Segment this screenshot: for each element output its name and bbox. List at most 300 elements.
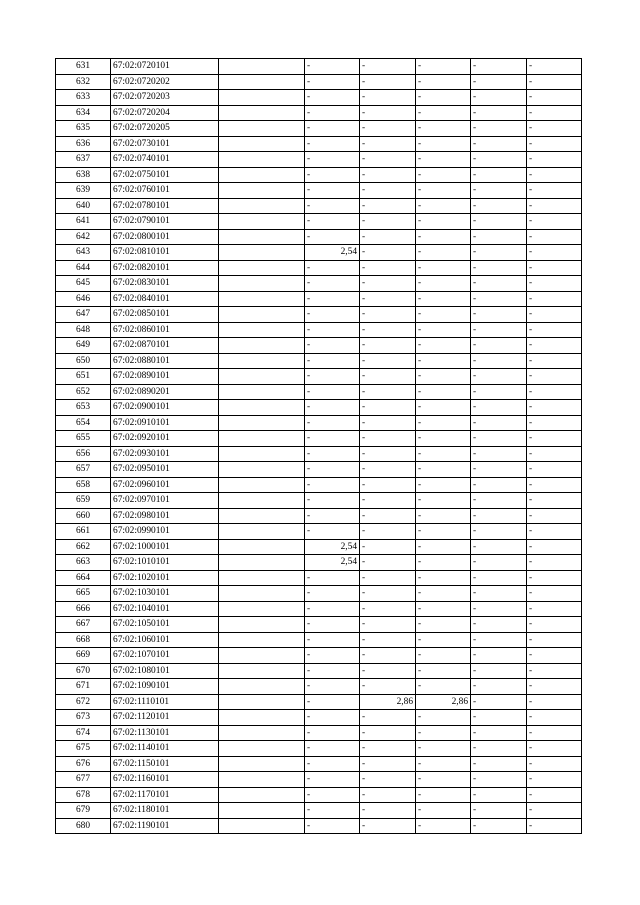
cadastral-code-cell: 67:02:0880101 — [111, 353, 219, 369]
value-cell-3: - — [416, 446, 471, 462]
cadastral-code-cell: 67:02:1070101 — [111, 648, 219, 664]
row-number-cell: 642 — [56, 229, 111, 245]
value-cell-5: - — [527, 152, 582, 168]
row-number-cell: 646 — [56, 291, 111, 307]
cadastral-code-cell: 67:02:1050101 — [111, 617, 219, 633]
name-cell — [219, 787, 305, 803]
cadastral-code-cell: 67:02:1120101 — [111, 710, 219, 726]
table-row — [56, 260, 582, 276]
cadastral-code-cell: 67:02:1130101 — [111, 725, 219, 741]
table-row — [56, 539, 582, 555]
name-cell — [219, 307, 305, 323]
value-cell-3: - — [416, 152, 471, 168]
value-cell-2: - — [360, 617, 416, 633]
value-cell-1: - — [305, 787, 360, 803]
value-cell-1: - — [305, 415, 360, 431]
value-cell-1: - — [305, 431, 360, 447]
value-cell-5: - — [527, 384, 582, 400]
value-cell-2: - — [360, 632, 416, 648]
value-cell-1: - — [305, 276, 360, 292]
value-cell-5: - — [527, 415, 582, 431]
value-cell-3: - — [416, 229, 471, 245]
table-row — [56, 555, 582, 571]
value-cell-2: - — [360, 601, 416, 617]
table-row — [56, 772, 582, 788]
value-cell-3: - — [416, 136, 471, 152]
value-cell-2: - — [360, 570, 416, 586]
name-cell — [219, 756, 305, 772]
value-cell-1: - — [305, 167, 360, 183]
value-cell-3: - — [416, 570, 471, 586]
cadastral-code-cell: 67:02:0720101 — [111, 59, 219, 75]
value-cell-1: - — [305, 524, 360, 540]
row-number-cell: 648 — [56, 322, 111, 338]
table-row — [56, 663, 582, 679]
table-row — [56, 338, 582, 354]
value-cell-4: - — [471, 105, 527, 121]
value-cell-1: - — [305, 105, 360, 121]
value-cell-4: - — [471, 90, 527, 106]
name-cell — [219, 462, 305, 478]
value-cell-3: - — [416, 663, 471, 679]
table-row — [56, 741, 582, 757]
value-cell-3: - — [416, 260, 471, 276]
value-cell-2: - — [360, 524, 416, 540]
value-cell-1: - — [305, 214, 360, 230]
row-number-cell: 651 — [56, 369, 111, 385]
value-cell-5: - — [527, 756, 582, 772]
value-cell-4: - — [471, 431, 527, 447]
value-cell-3: - — [416, 183, 471, 199]
value-cell-2: - — [360, 446, 416, 462]
value-cell-1: - — [305, 338, 360, 354]
value-cell-5: - — [527, 59, 582, 75]
table-row — [56, 229, 582, 245]
value-cell-3: - — [416, 679, 471, 695]
row-number-cell: 673 — [56, 710, 111, 726]
cadastral-code-cell: 67:02:0720205 — [111, 121, 219, 137]
table-row — [56, 679, 582, 695]
table-row — [56, 493, 582, 509]
value-cell-1: - — [305, 477, 360, 493]
name-cell — [219, 818, 305, 834]
value-cell-3: - — [416, 818, 471, 834]
value-cell-4: - — [471, 601, 527, 617]
table-row — [56, 415, 582, 431]
row-number-cell: 667 — [56, 617, 111, 633]
value-cell-3: - — [416, 105, 471, 121]
value-cell-2: - — [360, 663, 416, 679]
value-cell-4: - — [471, 756, 527, 772]
name-cell — [219, 400, 305, 416]
value-cell-2: - — [360, 105, 416, 121]
value-cell-5: - — [527, 586, 582, 602]
table-row — [56, 524, 582, 540]
name-cell — [219, 446, 305, 462]
value-cell-5: - — [527, 570, 582, 586]
row-number-cell: 661 — [56, 524, 111, 540]
value-cell-3: - — [416, 524, 471, 540]
value-cell-3: - — [416, 322, 471, 338]
cadastral-code-cell: 67:02:1110101 — [111, 694, 219, 710]
cadastral-code-cell: 67:02:0890201 — [111, 384, 219, 400]
value-cell-2: - — [360, 679, 416, 695]
value-cell-3: - — [416, 431, 471, 447]
value-cell-2: - — [360, 229, 416, 245]
table-row — [56, 353, 582, 369]
value-cell-5: - — [527, 214, 582, 230]
value-cell-4: - — [471, 260, 527, 276]
value-cell-2: - — [360, 307, 416, 323]
table-row — [56, 369, 582, 385]
name-cell — [219, 152, 305, 168]
value-cell-4: - — [471, 462, 527, 478]
row-number-cell: 637 — [56, 152, 111, 168]
cadastral-code-cell: 67:02:0910101 — [111, 415, 219, 431]
row-number-cell: 665 — [56, 586, 111, 602]
table-row — [56, 586, 582, 602]
row-number-cell: 676 — [56, 756, 111, 772]
row-number-cell: 647 — [56, 307, 111, 323]
value-cell-4: - — [471, 586, 527, 602]
cadastral-code-cell: 67:02:1040101 — [111, 601, 219, 617]
value-cell-4: - — [471, 136, 527, 152]
row-number-cell: 658 — [56, 477, 111, 493]
table-row — [56, 121, 582, 137]
value-cell-4: - — [471, 710, 527, 726]
row-number-cell: 672 — [56, 694, 111, 710]
cadastral-code-cell: 67:02:1010101 — [111, 555, 219, 571]
value-cell-5: - — [527, 74, 582, 90]
table-row — [56, 105, 582, 121]
value-cell-4: - — [471, 648, 527, 664]
name-cell — [219, 59, 305, 75]
value-cell-5: - — [527, 679, 582, 695]
value-cell-2: - — [360, 121, 416, 137]
cadastral-code-cell: 67:02:0970101 — [111, 493, 219, 509]
value-cell-1: - — [305, 803, 360, 819]
value-cell-2: - — [360, 539, 416, 555]
name-cell — [219, 338, 305, 354]
row-number-cell: 669 — [56, 648, 111, 664]
value-cell-2: - — [360, 276, 416, 292]
value-cell-1: - — [305, 291, 360, 307]
cadastral-code-cell: 67:02:1080101 — [111, 663, 219, 679]
value-cell-1: - — [305, 152, 360, 168]
value-cell-1: - — [305, 260, 360, 276]
value-cell-2: - — [360, 725, 416, 741]
value-cell-5: - — [527, 539, 582, 555]
name-cell — [219, 431, 305, 447]
value-cell-2: - — [360, 741, 416, 757]
name-cell — [219, 772, 305, 788]
value-cell-2: - — [360, 818, 416, 834]
value-cell-4: - — [471, 493, 527, 509]
table-row — [56, 648, 582, 664]
value-cell-4: - — [471, 617, 527, 633]
value-cell-3: - — [416, 756, 471, 772]
value-cell-4: - — [471, 508, 527, 524]
value-cell-5: - — [527, 105, 582, 121]
value-cell-5: - — [527, 477, 582, 493]
value-cell-4: - — [471, 307, 527, 323]
row-number-cell: 643 — [56, 245, 111, 261]
table-row — [56, 632, 582, 648]
value-cell-1: - — [305, 74, 360, 90]
name-cell — [219, 260, 305, 276]
row-number-cell: 662 — [56, 539, 111, 555]
value-cell-5: - — [527, 803, 582, 819]
value-cell-2: - — [360, 322, 416, 338]
value-cell-5: - — [527, 787, 582, 803]
cadastral-code-cell: 67:02:0720204 — [111, 105, 219, 121]
value-cell-3: - — [416, 772, 471, 788]
row-number-cell: 660 — [56, 508, 111, 524]
cadastral-code-cell: 67:02:0920101 — [111, 431, 219, 447]
table-row — [56, 90, 582, 106]
value-cell-4: - — [471, 803, 527, 819]
table-row — [56, 477, 582, 493]
value-cell-1: - — [305, 446, 360, 462]
cadastral-code-cell: 67:02:0890101 — [111, 369, 219, 385]
cadastral-code-cell: 67:02:1020101 — [111, 570, 219, 586]
name-cell — [219, 353, 305, 369]
value-cell-4: - — [471, 353, 527, 369]
value-cell-5: - — [527, 462, 582, 478]
row-number-cell: 654 — [56, 415, 111, 431]
cadastral-code-cell: 67:02:0720202 — [111, 74, 219, 90]
table-row — [56, 152, 582, 168]
name-cell — [219, 601, 305, 617]
value-cell-2: - — [360, 353, 416, 369]
name-cell — [219, 276, 305, 292]
name-cell — [219, 167, 305, 183]
value-cell-2: - — [360, 648, 416, 664]
cadastral-code-cell: 67:02:0730101 — [111, 136, 219, 152]
value-cell-5: - — [527, 818, 582, 834]
table-row — [56, 617, 582, 633]
value-cell-1: - — [305, 400, 360, 416]
row-number-cell: 680 — [56, 818, 111, 834]
cadastral-code-cell: 67:02:0790101 — [111, 214, 219, 230]
value-cell-4: - — [471, 524, 527, 540]
value-cell-3: - — [416, 353, 471, 369]
cadastral-code-cell: 67:02:0750101 — [111, 167, 219, 183]
value-cell-4: - — [471, 121, 527, 137]
value-cell-4: - — [471, 818, 527, 834]
value-cell-1: - — [305, 198, 360, 214]
value-cell-2: - — [360, 431, 416, 447]
table-row — [56, 59, 582, 75]
value-cell-2: - — [360, 803, 416, 819]
value-cell-1: - — [305, 90, 360, 106]
row-number-cell: 656 — [56, 446, 111, 462]
value-cell-2: - — [360, 508, 416, 524]
name-cell — [219, 369, 305, 385]
value-cell-2: - — [360, 59, 416, 75]
value-cell-4: - — [471, 415, 527, 431]
table-row — [56, 725, 582, 741]
row-number-cell: 679 — [56, 803, 111, 819]
value-cell-5: - — [527, 524, 582, 540]
value-cell-4: - — [471, 663, 527, 679]
value-cell-2: - — [360, 493, 416, 509]
value-cell-3: - — [416, 648, 471, 664]
value-cell-2: - — [360, 90, 416, 106]
cadastral-code-cell: 67:02:0930101 — [111, 446, 219, 462]
value-cell-3: - — [416, 787, 471, 803]
cadastral-code-cell: 67:02:1160101 — [111, 772, 219, 788]
cadastral-code-cell: 67:02:1170101 — [111, 787, 219, 803]
value-cell-5: - — [527, 648, 582, 664]
cadastral-code-cell: 67:02:1150101 — [111, 756, 219, 772]
value-cell-5: - — [527, 400, 582, 416]
value-cell-3: - — [416, 725, 471, 741]
value-cell-2: - — [360, 74, 416, 90]
row-number-cell: 634 — [56, 105, 111, 121]
row-number-cell: 657 — [56, 462, 111, 478]
value-cell-5: - — [527, 369, 582, 385]
value-cell-3: - — [416, 477, 471, 493]
row-number-cell: 655 — [56, 431, 111, 447]
value-cell-1: - — [305, 756, 360, 772]
table-row — [56, 214, 582, 230]
value-cell-1: - — [305, 353, 360, 369]
name-cell — [219, 725, 305, 741]
value-cell-3: - — [416, 245, 471, 261]
cadastral-code-cell: 67:02:1090101 — [111, 679, 219, 695]
value-cell-5: - — [527, 617, 582, 633]
value-cell-2: - — [360, 400, 416, 416]
table-row — [56, 167, 582, 183]
value-cell-5: - — [527, 245, 582, 261]
value-cell-2: - — [360, 384, 416, 400]
value-cell-3: - — [416, 198, 471, 214]
cadastral-code-cell: 67:02:0990101 — [111, 524, 219, 540]
value-cell-4: - — [471, 229, 527, 245]
table-row — [56, 462, 582, 478]
table-row — [56, 136, 582, 152]
value-cell-5: - — [527, 741, 582, 757]
row-number-cell: 670 — [56, 663, 111, 679]
value-cell-4: - — [471, 291, 527, 307]
name-cell — [219, 663, 305, 679]
value-cell-2: - — [360, 152, 416, 168]
cadastral-code-cell: 67:02:0950101 — [111, 462, 219, 478]
value-cell-5: - — [527, 694, 582, 710]
value-cell-1: - — [305, 601, 360, 617]
name-cell — [219, 508, 305, 524]
value-cell-3: - — [416, 167, 471, 183]
row-number-cell: 677 — [56, 772, 111, 788]
table-row — [56, 710, 582, 726]
value-cell-5: - — [527, 229, 582, 245]
value-cell-3: - — [416, 121, 471, 137]
value-cell-5: - — [527, 260, 582, 276]
value-cell-5: - — [527, 183, 582, 199]
value-cell-4: - — [471, 694, 527, 710]
value-cell-1: - — [305, 710, 360, 726]
name-cell — [219, 105, 305, 121]
value-cell-1: - — [305, 679, 360, 695]
row-number-cell: 632 — [56, 74, 111, 90]
value-cell-1: - — [305, 136, 360, 152]
value-cell-4: - — [471, 570, 527, 586]
cadastral-code-cell: 67:02:0740101 — [111, 152, 219, 168]
row-number-cell: 671 — [56, 679, 111, 695]
value-cell-2: - — [360, 338, 416, 354]
value-cell-4: - — [471, 787, 527, 803]
name-cell — [219, 477, 305, 493]
value-cell-4: - — [471, 198, 527, 214]
value-cell-3: - — [416, 632, 471, 648]
value-cell-3: - — [416, 307, 471, 323]
value-cell-5: - — [527, 508, 582, 524]
value-cell-2: - — [360, 772, 416, 788]
row-number-cell: 644 — [56, 260, 111, 276]
value-cell-2: - — [360, 291, 416, 307]
value-cell-3: 2,86 — [416, 694, 471, 710]
value-cell-1: - — [305, 617, 360, 633]
value-cell-1: - — [305, 586, 360, 602]
cadastral-code-cell: 67:02:0960101 — [111, 477, 219, 493]
table-row — [56, 818, 582, 834]
name-cell — [219, 555, 305, 571]
table-row — [56, 307, 582, 323]
value-cell-1: - — [305, 59, 360, 75]
value-cell-4: - — [471, 741, 527, 757]
name-cell — [219, 648, 305, 664]
value-cell-1: - — [305, 648, 360, 664]
name-cell — [219, 493, 305, 509]
value-cell-1: - — [305, 725, 360, 741]
name-cell — [219, 136, 305, 152]
value-cell-3: - — [416, 74, 471, 90]
cadastral-code-cell: 67:02:0720203 — [111, 90, 219, 106]
cadastral-code-cell: 67:02:1140101 — [111, 741, 219, 757]
value-cell-5: - — [527, 353, 582, 369]
value-cell-4: - — [471, 183, 527, 199]
value-cell-2: - — [360, 477, 416, 493]
value-cell-4: - — [471, 276, 527, 292]
value-cell-3: - — [416, 291, 471, 307]
name-cell — [219, 384, 305, 400]
row-number-cell: 649 — [56, 338, 111, 354]
value-cell-2: - — [360, 415, 416, 431]
table-body — [56, 59, 582, 834]
cadastral-code-cell: 67:02:0860101 — [111, 322, 219, 338]
name-cell — [219, 121, 305, 137]
table-row — [56, 787, 582, 803]
name-cell — [219, 803, 305, 819]
value-cell-4: - — [471, 772, 527, 788]
value-cell-2: - — [360, 260, 416, 276]
value-cell-2: - — [360, 555, 416, 571]
value-cell-1: 2,54 — [305, 539, 360, 555]
table-row — [56, 74, 582, 90]
row-number-cell: 663 — [56, 555, 111, 571]
value-cell-2: - — [360, 756, 416, 772]
value-cell-3: - — [416, 601, 471, 617]
row-number-cell: 633 — [56, 90, 111, 106]
value-cell-3: - — [416, 617, 471, 633]
table-row — [56, 198, 582, 214]
row-number-cell: 652 — [56, 384, 111, 400]
value-cell-5: - — [527, 493, 582, 509]
row-number-cell: 664 — [56, 570, 111, 586]
table-row — [56, 183, 582, 199]
table-row — [56, 322, 582, 338]
